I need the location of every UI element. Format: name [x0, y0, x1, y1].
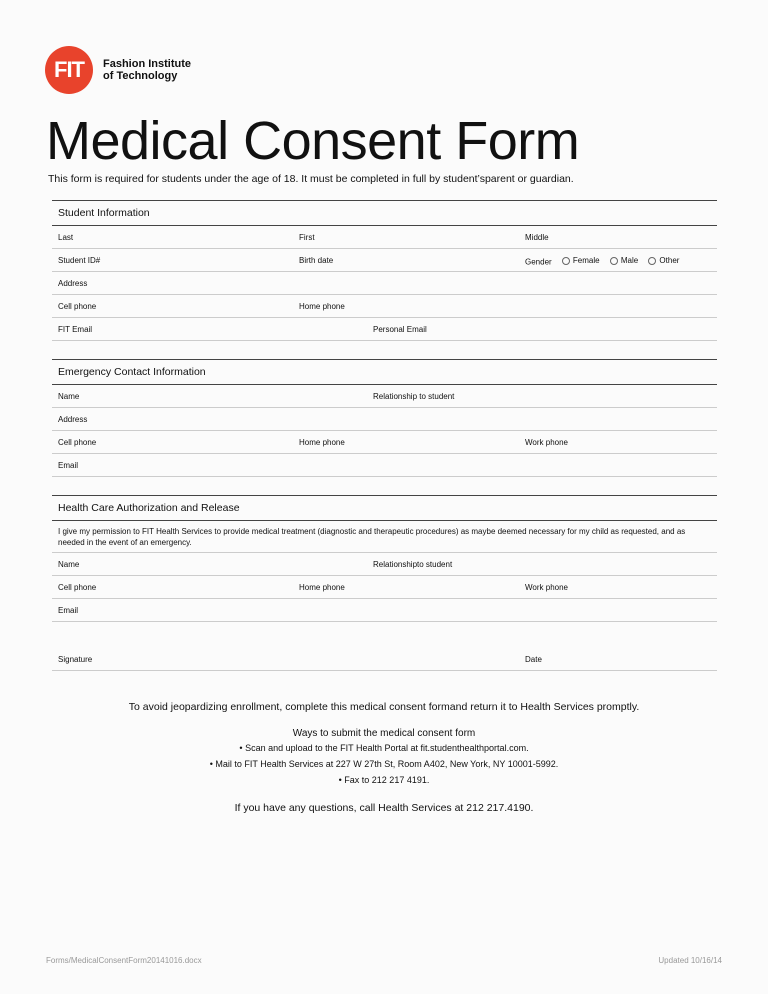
health-relationship-label: Relationshipto student: [373, 560, 453, 569]
submit-option-1: [0, 743, 768, 753]
emergency-address-label: Address: [58, 415, 88, 424]
student-name-row[interactable]: [52, 226, 717, 249]
fit-logo-mark: FIT: [45, 46, 93, 94]
emergency-contact-section: [52, 359, 717, 477]
page-title: Medical Consent Form: [46, 111, 580, 171]
page-subtitle: This form is required for students under the age of 18. It must be completed in full by student’sparent or guardian.: [48, 173, 574, 185]
emergency-email-row[interactable]: [52, 454, 717, 477]
last-name-label: Last: [58, 233, 74, 242]
fit-logo: [45, 46, 191, 94]
bullet-3-icon: •: [338, 775, 345, 785]
emergency-section-heading: Emergency Contact Information: [52, 359, 717, 385]
submit-option-3: [0, 775, 768, 785]
health-phone-row[interactable]: [52, 576, 717, 599]
student-id-label: Student ID#: [58, 256, 101, 265]
ways-heading: Ways to submit the medical consent form: [292, 728, 476, 739]
signature-row[interactable]: [52, 622, 717, 671]
submit-option-2: [0, 759, 768, 769]
emergency-phone-row[interactable]: [52, 431, 717, 454]
bullet-1-icon: •: [239, 743, 246, 753]
emergency-home-label: Home phone: [299, 438, 345, 447]
gender-label: Gender: [525, 257, 552, 267]
footer-filename: Forms/MedicalConsentForm20141016.docx: [46, 956, 202, 965]
birth-date-label: Birth date: [299, 256, 334, 265]
questions-note: If you have any questions, call Health Services at 212 217.4190.: [234, 802, 534, 814]
student-address-row[interactable]: [52, 272, 717, 295]
middle-name-label: Middle: [525, 233, 549, 242]
emergency-name-label: Name: [58, 392, 80, 401]
submit-option-2-text: Mail to FIT Health Services at 227 W 27th St, Room A402, New York, NY 10001-5992.: [215, 759, 559, 769]
health-section-heading: Health Care Authorization and Release: [52, 495, 717, 521]
emergency-work-label: Work phone: [525, 438, 568, 447]
student-section-heading: Student Information: [52, 200, 717, 226]
male-label: Male: [620, 256, 639, 265]
emergency-cell-label: Cell phone: [58, 438, 97, 447]
student-information-section: [52, 200, 717, 341]
gender-male-option[interactable]: [602, 256, 638, 265]
personal-email-label: Personal Email: [373, 325, 427, 334]
health-name-row[interactable]: [52, 553, 717, 576]
female-label: Female: [572, 256, 600, 265]
student-phone-row[interactable]: [52, 295, 717, 318]
avoid-instruction: To avoid jeopardizing enrollment, complete this medical consent formand return it to Health Services promptly.: [128, 701, 640, 713]
emergency-relationship-label: Relationship to student: [373, 392, 455, 401]
submit-option-1-text: Scan and upload to the FIT Health Portal at fit.studenthealthportal.com.: [245, 743, 529, 753]
health-cell-label: Cell phone: [58, 583, 97, 592]
signature-label: Signature: [58, 655, 93, 664]
other-label: Other: [659, 256, 680, 265]
health-home-label: Home phone: [299, 583, 345, 592]
emergency-email-label: Email: [58, 461, 79, 470]
emergency-address-row[interactable]: [52, 408, 717, 431]
student-id-row[interactable]: [52, 249, 717, 272]
health-authorization-section: [52, 495, 717, 671]
logo-line-2: of Technology: [103, 70, 178, 82]
health-email-label: Email: [58, 606, 79, 615]
gender-female-option[interactable]: [554, 256, 600, 265]
fit-email-label: FIT Email: [58, 325, 93, 334]
female-radio[interactable]: [562, 257, 570, 265]
student-email-row[interactable]: [52, 318, 717, 341]
first-name-label: First: [299, 233, 315, 242]
health-work-label: Work phone: [525, 583, 568, 592]
logo-line-1: Fashion Institute: [103, 58, 191, 70]
cell-phone-label: Cell phone: [58, 302, 97, 311]
male-radio[interactable]: [610, 257, 618, 265]
address-label: Address: [58, 279, 88, 288]
gender-group: [525, 256, 679, 267]
footer-updated: Updated 10/16/14: [658, 956, 722, 965]
other-radio[interactable]: [648, 257, 656, 265]
emergency-name-row[interactable]: [52, 385, 717, 408]
fit-logo-text: [103, 58, 191, 82]
bullet-2-icon: •: [209, 759, 216, 769]
home-phone-label: Home phone: [299, 302, 345, 311]
health-name-label: Name: [58, 560, 80, 569]
gender-other-option[interactable]: [640, 256, 679, 265]
authorization-statement: I give my permission to FIT Health Services to provide medical treatment (diagnostic and therapeutic procedures) as maybe deemed necessary for my child as requested, and as needed in the event of an emergency.: [52, 521, 717, 553]
date-label: Date: [525, 655, 542, 664]
health-email-row[interactable]: [52, 599, 717, 622]
submit-option-3-text: Fax to 212 217 4191.: [344, 775, 430, 785]
